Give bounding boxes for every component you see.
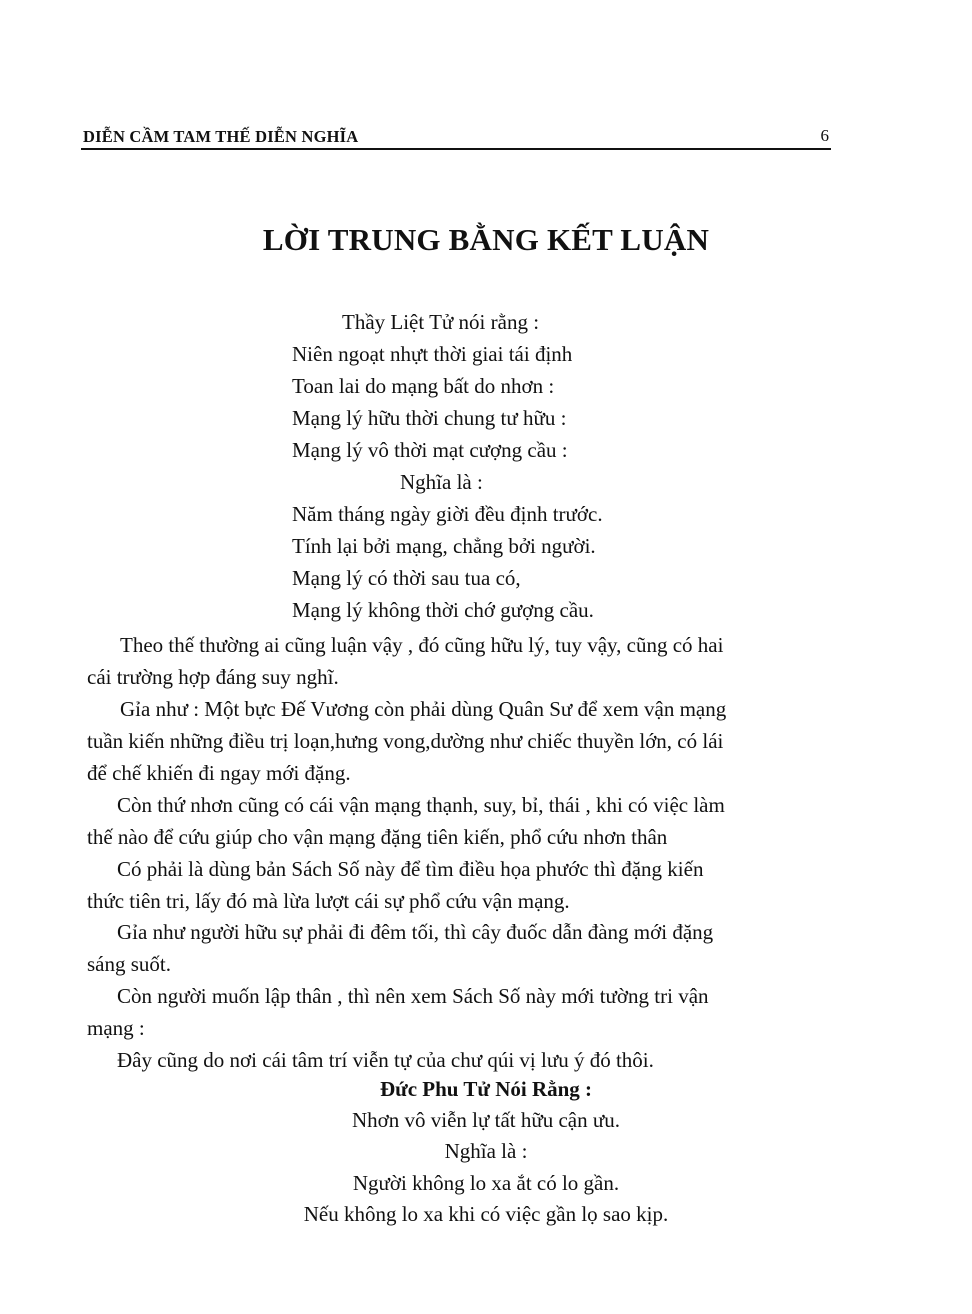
verse-line: Mạng lý hữu thời chung tư hữu :	[292, 406, 567, 430]
page-number: 6	[820, 126, 829, 145]
translation-line: Mạng lý có thời sau tua có,	[292, 566, 521, 590]
verse-line: Mạng lý vô thời mạt cượng cầu :	[292, 438, 568, 462]
body-line: thế nào để cứu giúp cho vận mạng đặng tiên kiến, phổ cứu nhơn thân	[87, 825, 668, 849]
translation-line: Mạng lý không thời chớ gượng cầu.	[292, 598, 594, 622]
quote-line: Nhơn vô viễn lự tất hữu cận ưu.	[351, 1108, 621, 1132]
body-line: cái trường hợp đáng suy nghĩ.	[87, 665, 339, 689]
translation-line: Năm tháng ngày giời đều định trước.	[292, 502, 603, 526]
meaning-label: Nghĩa là :	[444, 1139, 528, 1163]
meaning-label: Nghĩa là :	[400, 470, 483, 494]
body-line: tuần kiến những điều trị loạn,hưng vong,dường như chiếc thuyền lớn, có lái	[87, 729, 724, 753]
translation-line: Nếu không lo xa khi có việc gần lọ sao kịp.	[303, 1202, 669, 1226]
body-line: mạng :	[87, 1016, 145, 1040]
body-line: thức tiên tri, lấy đó mà lừa lượt cái sự phổ cứu vận mạng.	[87, 889, 570, 913]
running-title: DIỄN CẦM TAM THẾ DIỄN NGHĨA	[83, 127, 359, 146]
verse-line: Niên ngoạt nhựt thời giai tái định	[292, 342, 573, 366]
speaker-phu-tu: Đức Phu Tử Nói Rằng :	[379, 1077, 593, 1101]
body-line: để chế khiến đi ngay mới đặng.	[87, 761, 351, 785]
body-line: Còn thứ nhơn cũng có cái vận mạng thạnh, suy, bỉ, thái , khi có việc làm	[117, 793, 725, 817]
translation-line: Tính lại bởi mạng, chẳng bởi người.	[292, 534, 596, 558]
body-line: Gỉa như : Một bực Đế Vương còn phải dùng Quân Sư để xem vận mạng	[120, 697, 727, 721]
running-header	[81, 126, 831, 150]
body-line: Theo thế thường ai cũng luận vậy , đó cũng hữu lý, tuy vậy, cũng có hai	[120, 633, 724, 657]
chapter-title: LỜI TRUNG BẰNG KẾT LUẬN	[262, 222, 710, 257]
body-line: sáng suốt.	[87, 952, 171, 976]
body-line: Đây cũng do nơi cái tâm trí viễn tự của chư qúi vị lưu ý đó thôi.	[117, 1048, 654, 1072]
verse-line: Toan lai do mạng bất do nhơn :	[292, 374, 555, 398]
translation-line: Người không lo xa ắt có lo gần.	[352, 1171, 620, 1195]
body-line: Có phải là dùng bản Sách Số này để tìm điều họa phước thì đặng kiến	[117, 857, 704, 881]
speaker-liet-tu: Thầy Liệt Tử nói rằng :	[342, 310, 540, 334]
body-line: Gỉa như người hữu sự phải đi đêm tối, thì cây đuốc dẫn đàng mới đặng	[117, 920, 714, 944]
body-line: Còn người muốn lập thân , thì nên xem Sách Số này mới tường tri vận	[117, 984, 709, 1008]
